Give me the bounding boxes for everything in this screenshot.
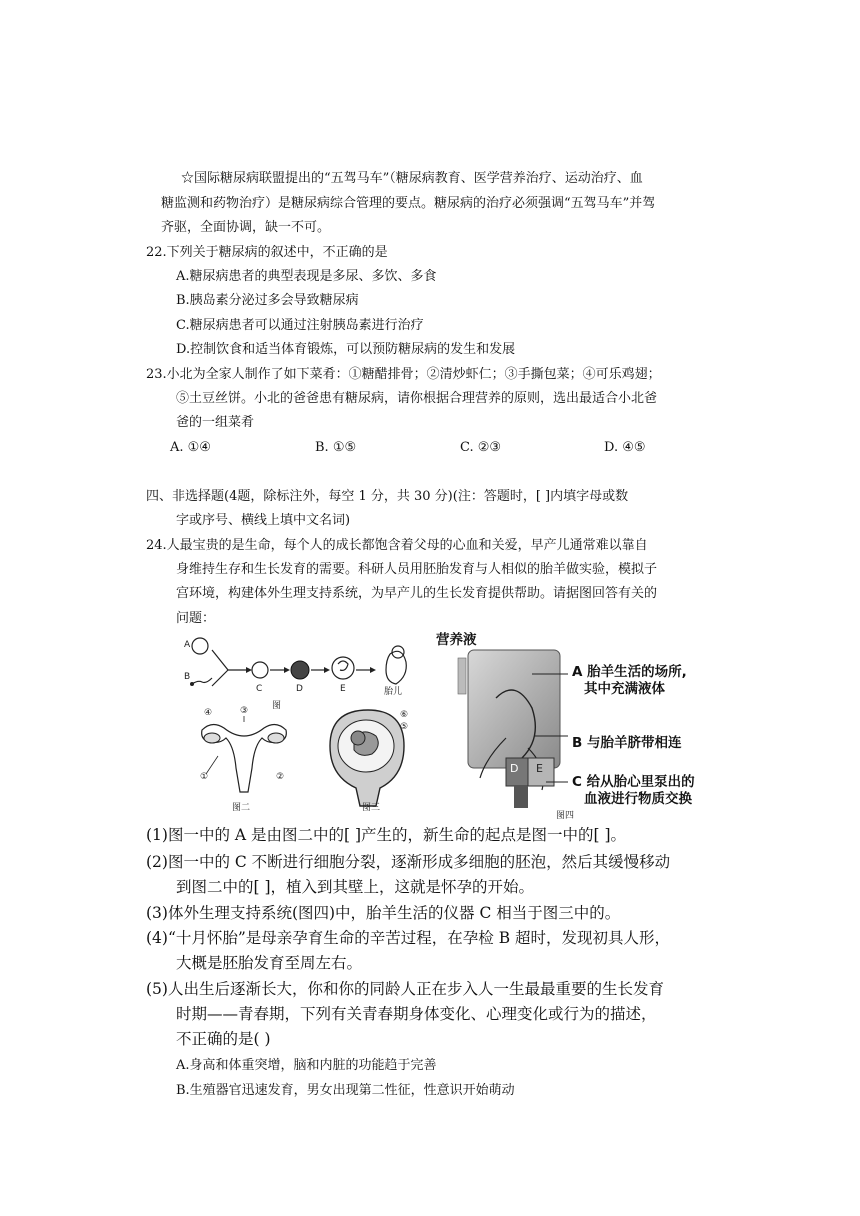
q24-line-3: 宫环境，构建体外生理支持系统，为早产儿的生长发育提供帮助。请据图回答有关的 xyxy=(176,586,658,601)
q24-part-2-line-2: 到图二中的[ ]，植入到其壁上，这就是怀孕的开始。 xyxy=(176,878,535,896)
fig3-label-6: ⑥ xyxy=(400,710,409,720)
fig1-label-e: E xyxy=(340,684,346,694)
q24-line-1: 24.人最宝贵的是生命，每个人的成长都饱含着父母的心血和关爱，早产儿通常难以靠自 xyxy=(146,538,648,553)
figure-2-drawing xyxy=(192,712,302,812)
fig1-label-a: A xyxy=(184,640,191,650)
q22-option-d: D.控制饮食和适当体育锻炼，可以预防糖尿病的发生和发展 xyxy=(176,342,516,357)
fig1-label-b: B xyxy=(184,672,191,682)
section4-line-2: 字或序号、横线上填中文名词) xyxy=(176,513,351,528)
fig4-label-a-line1: A 胎羊生活的场所, xyxy=(572,664,687,680)
fig4-label-c-line2: 血液进行物质交换 xyxy=(584,791,692,807)
q24-part-4-line-1: (4)“十月怀胎”是母亲孕育生命的辛苦过程，在孕检 B 超时，发现初具人形， xyxy=(146,929,671,947)
figure-2-reproductive-system xyxy=(192,706,302,813)
q22-option-a: A.糖尿病患者的典型表现是多尿、多饮、多食 xyxy=(176,269,437,284)
fig4-label-c-line1: C 给从胎心里泵出的 xyxy=(572,774,695,790)
q24-part-5-option-a: A.身高和体重突增，脑和内脏的功能趋于完善 xyxy=(176,1058,437,1073)
figure-1-development xyxy=(180,632,420,710)
q24-part-4-line-2: 大概是胚胎发育至周左右。 xyxy=(176,954,363,972)
intro-line-3: 齐驱，全面协调，缺一不可。 xyxy=(161,220,331,235)
fig2-label-1: ① xyxy=(200,772,209,782)
q24-line-2: 身维持生存和生长发育的需要。科研人员用胚胎发育与人相似的胎羊做实验，模拟子 xyxy=(176,562,658,577)
fig4-label-a-line2: 其中充满液体 xyxy=(584,681,665,697)
q24-part-5-line-1: (5)人出生后逐渐长大，你和你的同龄人正在步入人一生最最重要的生长发育 xyxy=(146,980,664,998)
fig1-label-c: C xyxy=(256,684,263,694)
q22-stem: 22.下列关于糖尿病的叙述中，不正确的是 xyxy=(146,245,388,260)
q23-line-1: 23.小北为全家人制作了如下菜肴：①糖醋排骨；②清炒虾仁；③手撕包菜；④可乐鸡翅； xyxy=(146,367,661,382)
fig3-label-5: ⑤ xyxy=(400,722,409,732)
q22-option-c: C.糖尿病患者可以通过注射胰岛素进行治疗 xyxy=(176,318,424,333)
fig2-label-4: ④ xyxy=(204,708,213,718)
q23-option-b: B. ①⑤ xyxy=(315,440,357,455)
intro-line-1: ☆国际糖尿病联盟提出的“五驾马车”（糖尿病教育、医学营养治疗、运动治疗、血 xyxy=(181,171,643,186)
q23-option-c: C. ②③ xyxy=(460,440,502,455)
fig3-caption: 图三 xyxy=(362,803,381,813)
figure-4-support-system xyxy=(436,632,706,821)
q23-option-a: A. ①④ xyxy=(170,440,211,455)
fig4-label-b: B 与胎羊脐带相连 xyxy=(572,735,682,751)
q23-line-2: ⑤土豆丝饼。小北的爸爸患有糖尿病，请你根据合理营养的原则，选出最适合小北爸 xyxy=(176,391,658,406)
q24-part-5-line-2: 时期——青春期，下列有关青春期身体变化、心理变化或行为的描述， xyxy=(176,1005,657,1023)
fig2-label-3: ③ xyxy=(240,706,249,716)
figure-3-fetus-in-uterus xyxy=(318,706,418,812)
fig1-label-fetus: 胎儿 xyxy=(384,687,403,697)
fig2-label-2: ② xyxy=(276,772,285,782)
q22-option-b: B.胰岛素分泌过多会导致糖尿病 xyxy=(176,293,359,308)
fig4-label-e: E xyxy=(536,762,543,775)
section4-line-1: 四、非选择题(4题，除标注外，每空 1 分，共 30 分)(注：答题时，[ ]内填字母或数 xyxy=(146,489,629,504)
fig1-caption: 图 xyxy=(272,701,282,711)
fig4-title: 营养液 xyxy=(436,632,477,648)
q24-part-1: (1)图一中的 A 是由图二中的[ ]产生的，新生命的起点是图一中的[ ]。 xyxy=(146,826,627,844)
q24-part-5-option-b: B.生殖器官迅速发育，男女出现第二性征，性意识开始萌动 xyxy=(176,1083,515,1098)
fig4-caption: 图四 xyxy=(556,811,575,821)
figure-1-drawing xyxy=(180,632,420,710)
fig4-label-d: D xyxy=(510,762,519,775)
q23-line-3: 爸的一组菜肴 xyxy=(176,415,255,430)
intro-line-2: 糖监测和药物治疗）是糖尿病综合管理的要点。糖尿病的治疗必须强调“五驾马车”并驾 xyxy=(161,196,656,211)
q24-part-5-line-3: 不正确的是( ) xyxy=(176,1030,271,1048)
q23-option-d: D. ④⑤ xyxy=(604,440,646,455)
q24-part-3: (3)体外生理支持系统(图四)中，胎羊生活的仪器 C 相当于图三中的。 xyxy=(146,904,621,922)
q24-part-2-line-1: (2)图一中的 C 不断进行细胞分裂，逐渐形成多细胞的胚泡，然后其缓慢移动 xyxy=(146,853,671,871)
fig2-caption: 图二 xyxy=(232,803,251,813)
q24-line-4: 问题： xyxy=(176,611,216,626)
fig1-label-d: D xyxy=(296,684,303,694)
